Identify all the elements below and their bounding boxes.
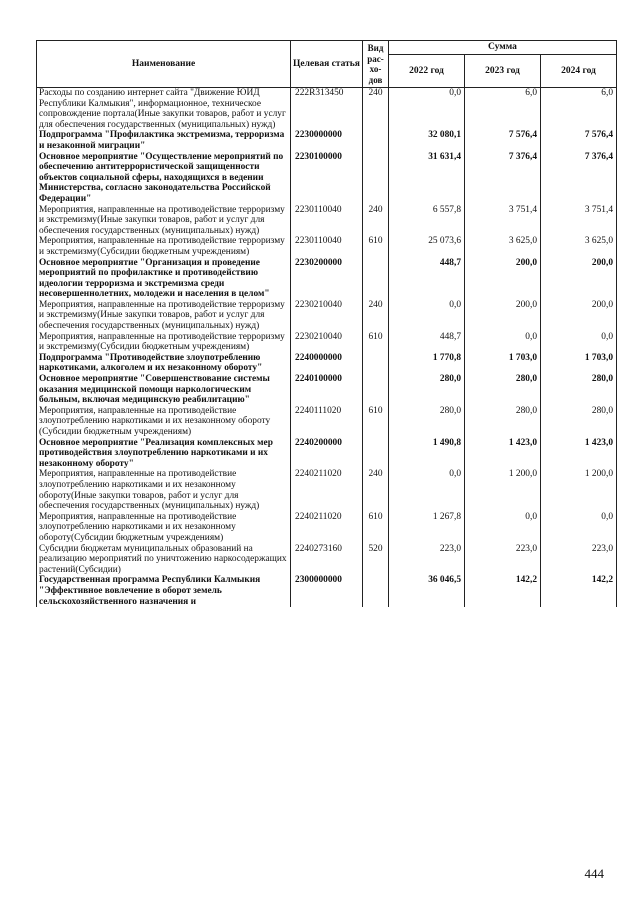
row-sum-2024: 0,0 — [541, 512, 617, 544]
row-code: 2240211020 — [291, 512, 363, 544]
table-row — [37, 469, 617, 511]
row-sum-2023: 7 576,4 — [465, 130, 541, 151]
table-header — [37, 41, 617, 88]
row-expense-type — [363, 438, 389, 470]
row-code: 2240211020 — [291, 469, 363, 511]
row-code: 2230200000 — [291, 258, 363, 300]
table-row — [37, 205, 617, 237]
row-code: 2240100000 — [291, 374, 363, 406]
row-sum-2022: 36 046,5 — [389, 575, 465, 607]
row-name: Субсидии бюджетам муниципальных образований на реализацию мероприятий по уничтожению наркосодержащих растений(Субсидии) — [37, 544, 291, 576]
row-name: Мероприятия, направленные на противодействие злоупотреблению наркотиками и их незаконному обороту(Субсидии бюджетным учреждениям) — [37, 512, 291, 544]
row-sum-2023: 1 423,0 — [465, 438, 541, 470]
row-expense-type: 520 — [363, 544, 389, 576]
table-row — [37, 152, 617, 205]
row-sum-2024: 1 200,0 — [541, 469, 617, 511]
table-row — [37, 406, 617, 438]
table-row — [37, 300, 617, 332]
row-code: 2240111020 — [291, 406, 363, 438]
table-row — [37, 88, 617, 131]
row-sum-2024: 7 576,4 — [541, 130, 617, 151]
row-code: 2240273160 — [291, 544, 363, 576]
row-name: Мероприятия, направленные на противодействие терроризму и экстремизму(Иные закупки товаров, работ и услуг для обеспечения государственных (муниципальных) нужд) — [37, 300, 291, 332]
row-sum-2022: 0,0 — [389, 88, 465, 131]
row-sum-2022: 0,0 — [389, 469, 465, 511]
row-sum-2023: 6,0 — [465, 88, 541, 131]
header-vid: Вид рас-хо-дов — [363, 41, 389, 88]
row-code: 2230110040 — [291, 236, 363, 257]
row-sum-2023: 280,0 — [465, 374, 541, 406]
table-row — [37, 374, 617, 406]
row-name: Основное мероприятие "Реализация комплексных мер противодействия злоупотреблению наркотиками и их незаконному обороту" — [37, 438, 291, 470]
row-sum-2022: 448,7 — [389, 332, 465, 353]
row-expense-type: 610 — [363, 406, 389, 438]
row-sum-2022: 1 267,8 — [389, 512, 465, 544]
table-row — [37, 544, 617, 576]
row-name: Государственная программа Республики Калмыкия "Эффективное вовлечение в оборот земель сельскохозяйственного назначения и — [37, 575, 291, 607]
row-name: Расходы по созданию интернет сайта "Движение ЮИД Республики Калмыкия", информационное, техническое сопровождение портала(Иные закупки товаров, работ и услуг для обеспечения государственных (муниципальных) нужд) — [37, 88, 291, 131]
row-sum-2023: 142,2 — [465, 575, 541, 607]
row-sum-2024: 0,0 — [541, 332, 617, 353]
row-sum-2022: 0,0 — [389, 300, 465, 332]
table-row — [37, 130, 617, 151]
row-sum-2022: 6 557,8 — [389, 205, 465, 237]
table-row — [37, 438, 617, 470]
row-sum-2022: 223,0 — [389, 544, 465, 576]
row-expense-type: 240 — [363, 88, 389, 131]
budget-table — [36, 40, 617, 607]
row-sum-2024: 200,0 — [541, 258, 617, 300]
header-year-2023: 2023 год — [465, 55, 541, 88]
row-sum-2023: 0,0 — [465, 512, 541, 544]
row-expense-type — [363, 374, 389, 406]
row-sum-2024: 280,0 — [541, 374, 617, 406]
row-sum-2023: 200,0 — [465, 258, 541, 300]
row-sum-2023: 3 751,4 — [465, 205, 541, 237]
header-name: Наименование — [37, 41, 291, 88]
row-name: Мероприятия, направленные на противодействие терроризму и экстремизму(Субсидии бюджетным учреждениям) — [37, 236, 291, 257]
row-code: 2230110040 — [291, 205, 363, 237]
row-code: 2230210040 — [291, 300, 363, 332]
row-sum-2023: 0,0 — [465, 332, 541, 353]
row-sum-2023: 1 200,0 — [465, 469, 541, 511]
row-sum-2022: 448,7 — [389, 258, 465, 300]
row-code: 2240200000 — [291, 438, 363, 470]
row-name: Мероприятия, направленные на противодействие злоупотреблению наркотиками и их незаконному обороту (Субсидии бюджетным учреждениям) — [37, 406, 291, 438]
row-sum-2023: 223,0 — [465, 544, 541, 576]
table-row — [37, 512, 617, 544]
row-name: Основное мероприятие "Организация и проведение мероприятий по профилактике и противодействию идеологии терроризма и экстремизма среди несовершеннолетних, молодежи и населения в целом" — [37, 258, 291, 300]
row-name: Мероприятия, направленные на противодействие терроризму и экстремизму(Субсидии бюджетным учреждениям) — [37, 332, 291, 353]
row-sum-2024: 223,0 — [541, 544, 617, 576]
row-name: Основное мероприятие "Совершенствование системы оказания медицинской помощи наркологическим больным, включая медицинскую реабилитацию" — [37, 374, 291, 406]
row-code: 2300000000 — [291, 575, 363, 607]
row-expense-type — [363, 353, 389, 374]
row-expense-type: 240 — [363, 205, 389, 237]
row-sum-2024: 3 625,0 — [541, 236, 617, 257]
row-sum-2022: 25 073,6 — [389, 236, 465, 257]
row-sum-2022: 280,0 — [389, 406, 465, 438]
row-name: Основное мероприятие "Осуществление мероприятий по обеспечению антитеррористической защищенности объектов социальной сферы, находящихся в ведении Министерства, согласно законодательства Российской Федерации" — [37, 152, 291, 205]
row-expense-type — [363, 130, 389, 151]
row-expense-type: 610 — [363, 236, 389, 257]
row-name: Подпрограмма "Противодействие злоупотреблению наркотиками, алкоголем и их незаконному обороту" — [37, 353, 291, 374]
row-sum-2024: 7 376,4 — [541, 152, 617, 205]
row-code: 2230210040 — [291, 332, 363, 353]
table-body — [37, 88, 617, 608]
row-sum-2023: 3 625,0 — [465, 236, 541, 257]
table-row — [37, 353, 617, 374]
table-row — [37, 575, 617, 607]
row-expense-type: 610 — [363, 512, 389, 544]
row-sum-2024: 6,0 — [541, 88, 617, 131]
header-sum: Сумма — [389, 41, 617, 55]
row-sum-2022: 1 490,8 — [389, 438, 465, 470]
row-sum-2024: 3 751,4 — [541, 205, 617, 237]
row-sum-2024: 200,0 — [541, 300, 617, 332]
row-sum-2024: 1 423,0 — [541, 438, 617, 470]
row-expense-type: 610 — [363, 332, 389, 353]
row-expense-type — [363, 575, 389, 607]
table-row — [37, 258, 617, 300]
row-sum-2024: 280,0 — [541, 406, 617, 438]
row-sum-2023: 7 376,4 — [465, 152, 541, 205]
row-code: 2230000000 — [291, 130, 363, 151]
row-name: Подпрограмма "Профилактика экстремизма, терроризма и незаконной миграции" — [37, 130, 291, 151]
page-number: 444 — [584, 866, 604, 881]
row-sum-2023: 280,0 — [465, 406, 541, 438]
row-code: 2240000000 — [291, 353, 363, 374]
header-year-2022: 2022 год — [389, 55, 465, 88]
header-code: Целевая статья — [291, 41, 363, 88]
row-sum-2022: 280,0 — [389, 374, 465, 406]
row-sum-2022: 1 770,8 — [389, 353, 465, 374]
row-sum-2022: 31 631,4 — [389, 152, 465, 205]
row-code: 222R313450 — [291, 88, 363, 131]
row-sum-2024: 1 703,0 — [541, 353, 617, 374]
row-expense-type: 240 — [363, 469, 389, 511]
table-row — [37, 236, 617, 257]
row-sum-2023: 200,0 — [465, 300, 541, 332]
row-sum-2023: 1 703,0 — [465, 353, 541, 374]
row-code: 2230100000 — [291, 152, 363, 205]
row-expense-type — [363, 152, 389, 205]
row-sum-2024: 142,2 — [541, 575, 617, 607]
row-name: Мероприятия, направленные на противодействие злоупотреблению наркотиками и их незаконному обороту(Иные закупки товаров, работ и услуг для обеспечения государственных (муниципальных) нужд) — [37, 469, 291, 511]
table-row — [37, 332, 617, 353]
row-name: Мероприятия, направленные на противодействие терроризму и экстремизму(Иные закупки товаров, работ и услуг для обеспечения государственных (муниципальных) нужд) — [37, 205, 291, 237]
row-expense-type — [363, 258, 389, 300]
row-expense-type: 240 — [363, 300, 389, 332]
row-sum-2022: 32 080,1 — [389, 130, 465, 151]
header-year-2024: 2024 год — [541, 55, 617, 88]
document-page — [36, 40, 616, 607]
